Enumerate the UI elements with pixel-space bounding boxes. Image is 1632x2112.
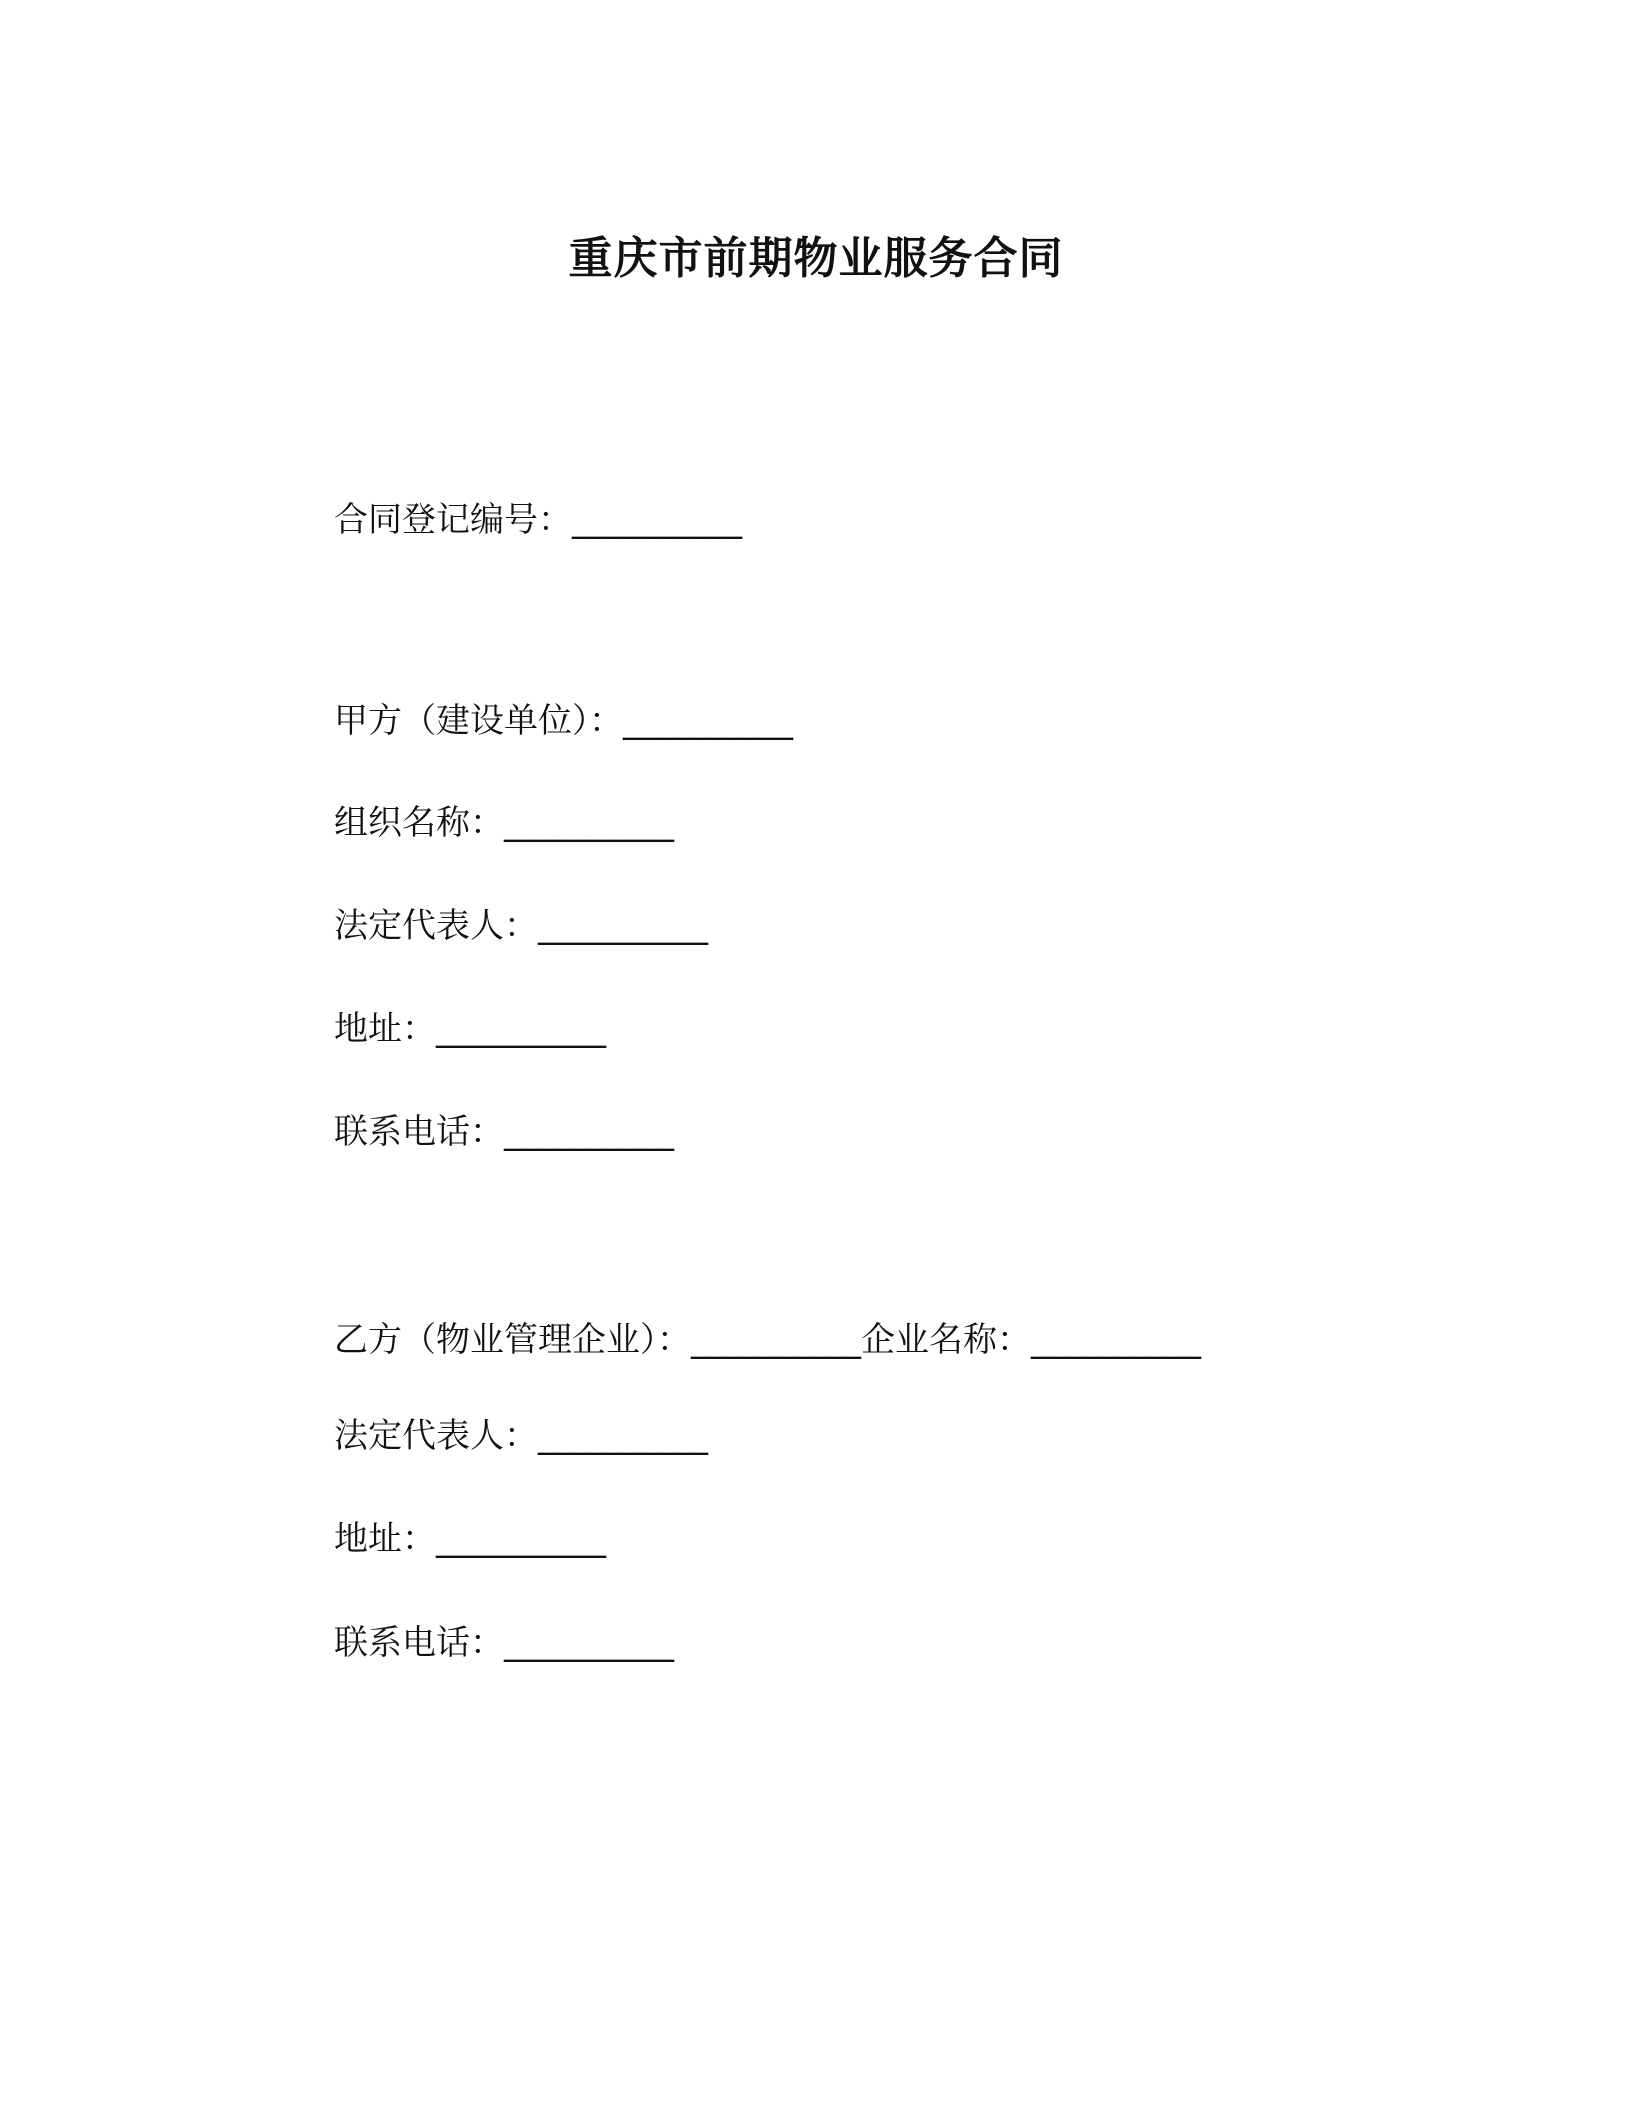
party-a-legal-rep: 法定代表人：__________ [334, 906, 708, 946]
party-b-legal-rep: 法定代表人：__________ [334, 1416, 708, 1456]
party-b-address: 地址：__________ [334, 1519, 606, 1559]
party-b-heading: 乙方（物业管理企业）：__________企业名称：__________ [334, 1320, 1201, 1360]
party-a-address: 地址：__________ [334, 1009, 606, 1049]
party-b-phone: 联系电话：__________ [334, 1623, 674, 1663]
party-a-org-name: 组织名称：__________ [334, 803, 674, 843]
party-a-heading: 甲方（建设单位）：__________ [334, 701, 793, 741]
document-title: 重庆市前期物业服务合同 [568, 233, 1064, 284]
party-a-phone: 联系电话：__________ [334, 1112, 674, 1152]
registration-number-field: 合同登记编号：__________ [334, 500, 742, 540]
